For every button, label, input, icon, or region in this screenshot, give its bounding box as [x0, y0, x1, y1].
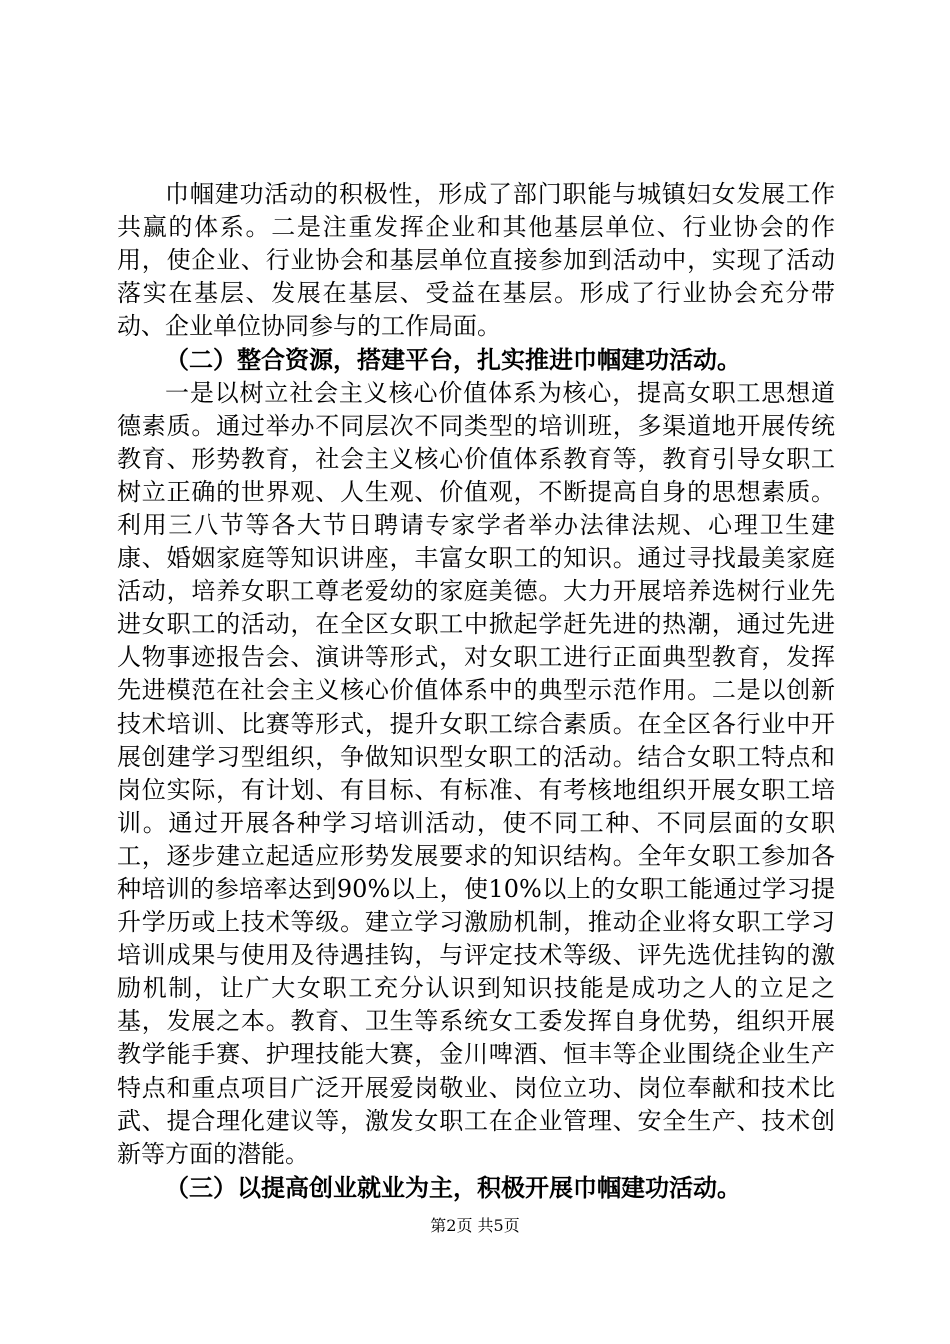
body-paragraph: 巾帼建功活动的积极性，形成了部门职能与城镇妇女发展工作共赢的体系。二是注重发挥企业和其他基层单位、行业协会的作用，使企业、行业协会和基层单位直接参加到活动中，实现了活动落实在基层、发展在基层、受益在基层。形成了行业协会充分带动、企业单位协同参与的工作局面。 [117, 180, 835, 341]
document-body [117, 178, 835, 1204]
section-heading: （三）以提高创业就业为主，积极开展巾帼建功活动。 [165, 1172, 741, 1202]
body-paragraph: 一是以树立社会主义核心价值体系为核心，提高女职工思想道德素质。通过举办不同层次不同类型的培训班，多渠道地开展传统教育、形势教育，社会主义核心价值体系教育等，教育引导女职工树立正确的世界观、人生观、价值观，不断提高自身的思想素质。利用三八节等各大节日聘请专家学者举办法律法规、心理卫生建康、婚姻家庭等知识讲座，丰富女职工的知识。通过寻找最美家庭活动，培养女职工尊老爱幼的家庭美德。大力开展培养选树行业先进女职工的活动，在全区女职工中掀起学赶先进的热潮，通过先进人物事迹报告会、演讲等形式，对女职工进行正面典型教育，发挥先进模范在社会主义核心价值体系中的典型示范作用。二是以创新技术培训、比赛等形式，提升女职工综合素质。在全区各行业中开展创建学习型组织，争做知识型女职工的活动。结合女职工特点和岗位实际，有计划、有目标、有标准、有考核地组织开展女职工培训。通过开展各种学习培训活动，使不同工种、不同层面的女职工，逐步建立起适应形势发展要求的知识结构。全年女职工参加各种培训的参培率达到90%以上，使10%以上的女职工能通过学习提升学历或上技术等级。建立学习激励机制，推动企业将女职工学习培训成果与使用及待遇挂钩，与评定技术等级、评先选优挂钩的激励机制，让广大女职工充分认识到知识技能是成功之人的立足之基，发展之本。教育、卫生等系统女工委发挥自身优势，组织开展教学能手赛、护理技能大赛，金川啤酒、恒丰等企业围绕企业生产特点和重点项目广泛开展爱岗敬业、岗位立功、岗位奉献和技术比武、提合理化建议等，激发女职工在企业管理、安全生产、技术创新等方面的潜能。 [117, 378, 835, 1168]
section-heading: （二）整合资源，搭建平台，扎实推进巾帼建功活动。 [165, 345, 741, 375]
page-footer: 第2页 共5页 [430, 1216, 520, 1235]
